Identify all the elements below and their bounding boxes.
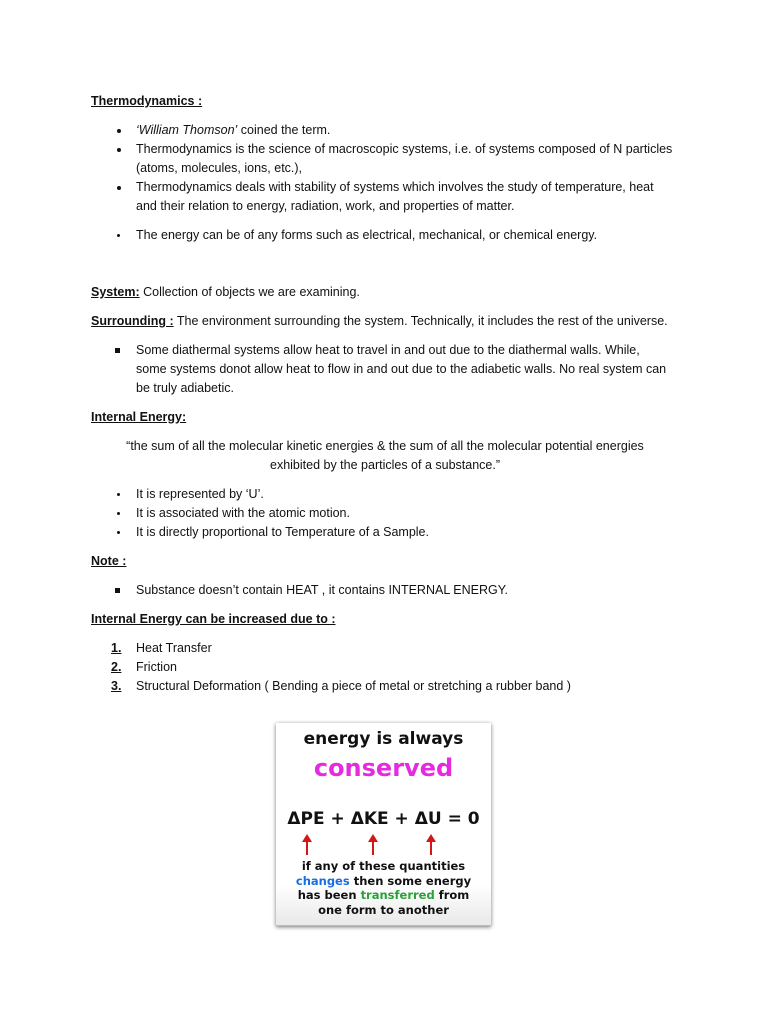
caption-has-been: has been (297, 888, 361, 902)
list-number-1: 1. (111, 641, 122, 655)
diathermal-line2: some systems donot allow heat to flow in and out due to the adiabetic walls. No real system can (136, 362, 667, 376)
list-number-2: 2. (111, 660, 122, 674)
bullet-dot (117, 234, 120, 237)
bullet-stability-line1: Thermodynamics deals with stability of systems which involves the study of temperature, heat (136, 180, 654, 194)
bullet-square (115, 588, 120, 593)
definition-quote-line2: exhibited by the particles of a substance.” (270, 458, 500, 472)
bullet-william-thomson (136, 121, 330, 140)
heading-thermodynamics: Thermodynamics : (91, 94, 203, 108)
william-thomson-rest: coined the term. (237, 123, 331, 137)
ie-bullet-proportional: It is directly proportional to Temperature of a Sample. (136, 525, 429, 539)
diathermal-line3: be truly adiabetic. (136, 381, 234, 395)
bullet-square (115, 348, 120, 353)
system-definition (91, 283, 360, 302)
bullet-dot (117, 186, 121, 190)
bullet-science-line1: Thermodynamics is the science of macroscopic systems, i.e. of systems composed of N particles (136, 142, 673, 156)
ie-bullet-represented: It is represented by ‘U’. (136, 487, 264, 501)
surrounding-definition (91, 312, 668, 331)
bullet-energy-forms: The energy can be of any forms such as electrical, mechanical, or chemical energy. (136, 228, 598, 242)
list-item-heat-transfer: Heat Transfer (136, 641, 212, 655)
caption-from: from (434, 888, 470, 902)
definition-quote-line1: “the sum of all the molecular kinetic energies & the sum of all the molecular potential energies (126, 439, 644, 453)
caption-line1: if any of these quantities (301, 859, 466, 873)
ie-bullet-atomic-motion: It is associated with the atomic motion. (136, 506, 350, 520)
list-item-friction: Friction (136, 660, 177, 674)
energy-conservation-figure (276, 723, 491, 926)
heading-increase: Internal Energy can be increased due to : (91, 612, 336, 626)
diathermal-line1: Some diathermal systems allow heat to travel in and out due to the diathermal walls. While, (136, 343, 640, 357)
caption-changes: changes (295, 873, 350, 888)
list-number-3: 3. (111, 679, 122, 693)
note-text: Substance doesn’t contain HEAT , it contains INTERNAL ENERGY. (136, 583, 508, 597)
system-label: System: (91, 285, 140, 299)
heading-internal-energy: Internal Energy: (91, 410, 187, 424)
heading-note: Note : (91, 554, 127, 568)
arrow-up-icon (424, 834, 438, 856)
william-thomson-name: ‘William Thomson’ (136, 123, 238, 137)
surrounding-text: The environment surrounding the system. Technically, it includes the rest of the universe. (173, 314, 668, 328)
caption-line3 (276, 888, 491, 903)
bullet-science-line2: (atoms, molecules, ions, etc.), (136, 161, 303, 175)
list-item-structural-deformation: Structural Deformation ( Bending a piece of metal or stretching a rubber band ) (136, 679, 571, 693)
bullet-dot (117, 148, 121, 152)
bullet-stability-line2: and their relation to energy, radiation, work, and properties of matter. (136, 199, 515, 213)
figure-equation: ΔPE + ΔKE + ΔU = 0 (287, 809, 480, 829)
bullet-dot (117, 493, 120, 496)
bullet-dot (117, 129, 121, 133)
figure-caption (276, 859, 491, 917)
surrounding-label: Surrounding : (91, 314, 174, 328)
caption-transferred: transferred (360, 888, 435, 902)
system-text: Collection of objects we are examining. (139, 285, 360, 299)
caption-changes-rest: then some energy (349, 873, 472, 888)
bullet-dot (117, 512, 120, 515)
bullet-dot (117, 531, 120, 534)
arrow-up-icon (366, 834, 380, 856)
figure-title: energy is always (303, 729, 464, 749)
figure-conserved: conserved (313, 754, 454, 782)
arrow-up-icon (300, 834, 314, 856)
caption-line2 (276, 874, 491, 889)
caption-line4: one form to another (318, 902, 449, 917)
